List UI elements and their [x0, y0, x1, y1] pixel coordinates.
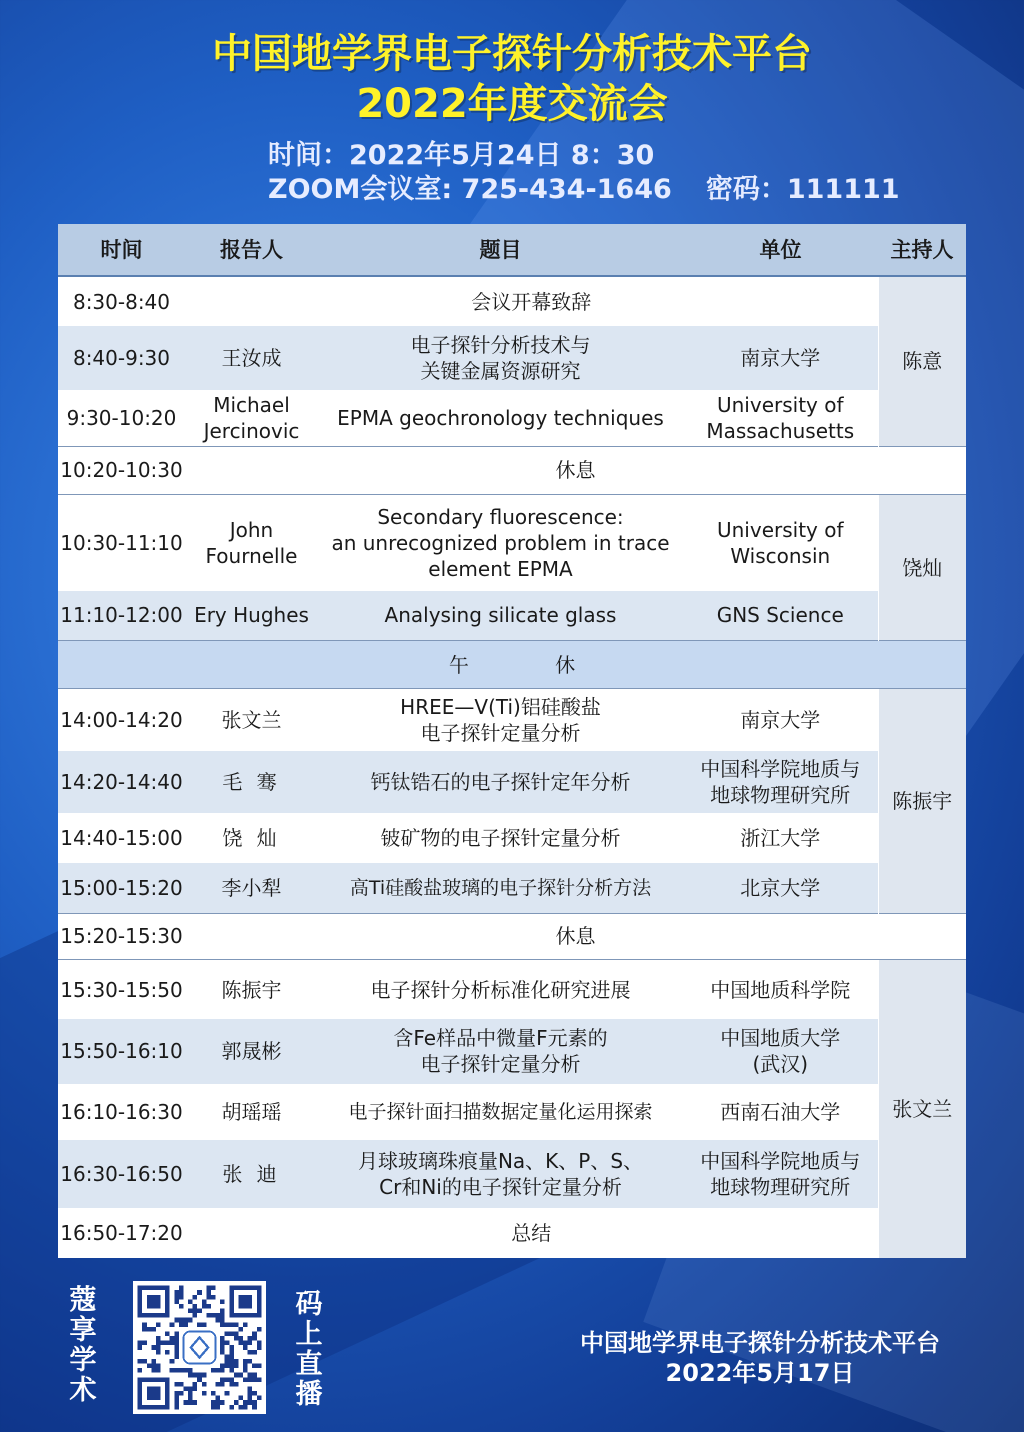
row-time: 8:40-9:30: [58, 326, 185, 390]
table-row: [58, 1140, 966, 1208]
row-topic: [318, 326, 683, 390]
table-row: [58, 390, 966, 446]
row-time: 8:30-8:40: [58, 276, 185, 326]
row-topic: 总结: [185, 1208, 878, 1258]
table-row: [58, 913, 966, 959]
unit-line: Massachusetts: [706, 419, 855, 444]
row-topic: [318, 494, 683, 590]
row-unit: 南京大学: [683, 689, 878, 751]
header-speaker: 报告人: [185, 224, 318, 276]
unit-line: 中国科学院地质与: [700, 1148, 861, 1173]
row-topic: 休息: [185, 913, 966, 959]
zoom-room: ZOOM会议室: 725-434-1646: [268, 174, 672, 205]
row-topic: [318, 1140, 683, 1208]
header-host: 主持人: [878, 224, 966, 276]
table-row: [58, 863, 966, 913]
unit-line: University of: [716, 393, 844, 418]
row-speaker: [185, 494, 318, 590]
row-speaker: 郭晟彬: [185, 1019, 318, 1083]
row-time: 15:20-15:30: [58, 913, 185, 959]
lunch-break: 午 休: [58, 641, 966, 689]
row-speaker: 李小犁: [185, 863, 318, 913]
zoom-password: 密码：111111: [705, 174, 900, 205]
table-row: [58, 959, 966, 1019]
session-host: 饶灿: [878, 494, 966, 640]
row-topic: Analysing silicate glass: [318, 591, 683, 641]
unit-line: University of: [716, 517, 844, 542]
table-row: [58, 276, 966, 326]
table-row: [58, 494, 966, 590]
poster-title: 中国地学界电子探针分析技术平台: [212, 31, 812, 77]
row-speaker: 王汝成: [185, 326, 318, 390]
footer-organizer: 中国地学界电子探针分析技术平台: [580, 1329, 940, 1357]
table-row: [58, 813, 966, 863]
row-speaker: 张文兰: [185, 689, 318, 751]
unit-line: 地球物理研究所: [710, 782, 851, 807]
speaker-line: Jercinovic: [203, 419, 300, 444]
row-unit: 西南石油大学: [683, 1084, 878, 1140]
row-time: 16:50-17:20: [58, 1208, 185, 1258]
row-speaker: 张 迪: [185, 1140, 318, 1208]
table-row: [58, 751, 966, 813]
row-time: 9:30-10:20: [58, 390, 185, 446]
row-unit: [683, 494, 878, 590]
row-unit: 中国地质科学院: [683, 959, 878, 1019]
row-topic: 铍矿物的电子探针定量分析: [318, 813, 683, 863]
unit-line: 中国科学院地质与: [700, 756, 861, 781]
meeting-access: [268, 174, 900, 206]
topic-line: HREE—V(Ti)铝硅酸盐: [400, 695, 601, 720]
row-topic: 电子探针面扫描数据定量化运用探索: [318, 1084, 683, 1140]
speaker-line: John: [229, 517, 274, 542]
row-unit: [683, 390, 878, 446]
row-time: 15:00-15:20: [58, 863, 185, 913]
table-row: [58, 1208, 966, 1258]
row-time: 15:50-16:10: [58, 1019, 185, 1083]
row-speaker: [185, 390, 318, 446]
row-unit: GNS Science: [683, 591, 878, 641]
row-time: 15:30-15:50: [58, 959, 185, 1019]
unit-line: 中国地质大学: [720, 1026, 841, 1051]
live-broadcast-label: 码上直播: [295, 1289, 323, 1410]
row-speaker: 陈振宇: [185, 959, 318, 1019]
koushare-label: 蔻享学术: [69, 1285, 97, 1406]
speaker-line: Michael: [213, 393, 290, 418]
row-speaker: 饶 灿: [185, 813, 318, 863]
topic-line: element EPMA: [428, 556, 573, 581]
header-unit: 单位: [683, 224, 878, 276]
row-speaker: 毛 骞: [185, 751, 318, 813]
topic-line: Secondary fluorescence:: [377, 504, 624, 529]
row-topic: 电子探针分析标准化研究进展: [318, 959, 683, 1019]
row-topic: [318, 689, 683, 751]
row-time: 14:40-15:00: [58, 813, 185, 863]
schedule-table: [58, 224, 966, 1258]
row-topic: 钙钛锆石的电子探针定年分析: [318, 751, 683, 813]
speaker-line: Fournelle: [205, 543, 298, 568]
row-time: 10:20-10:30: [58, 446, 185, 494]
row-time: 16:10-16:30: [58, 1084, 185, 1140]
row-topic: 会议开幕致辞: [185, 276, 878, 326]
table-row: [58, 591, 966, 641]
session-host: 陈振宇: [878, 689, 966, 913]
row-topic: 高Ti硅酸盐玻璃的电子探针分析方法: [318, 863, 683, 913]
topic-line: 电子探针分析技术与: [410, 333, 591, 358]
topic-line: 电子探针定量分析: [420, 721, 581, 746]
row-unit: 浙江大学: [683, 813, 878, 863]
topic-line: 含Fe样品中微量F元素的: [393, 1026, 608, 1051]
row-time: 14:00-14:20: [58, 689, 185, 751]
session-host: 陈意: [878, 276, 966, 446]
topic-line: 关键金属资源研究: [420, 359, 581, 384]
row-unit: [683, 1140, 878, 1208]
table-row: [58, 1019, 966, 1083]
topic-line: 月球玻璃珠痕量Na、K、P、S、: [357, 1148, 644, 1173]
row-unit: 北京大学: [683, 863, 878, 913]
row-unit: [683, 751, 878, 813]
topic-line: Cr和Ni的电子探针定量分析: [379, 1174, 622, 1199]
row-topic: [318, 1019, 683, 1083]
row-time: 11:10-12:00: [58, 591, 185, 641]
topic-line: an unrecognized problem in trace: [331, 530, 670, 555]
meeting-time: 时间：2022年5月24日 8：30: [268, 140, 655, 171]
header-time: 时间: [58, 224, 185, 276]
row-time: 10:30-11:10: [58, 494, 185, 590]
table-row: [58, 641, 966, 689]
row-unit: 南京大学: [683, 326, 878, 390]
unit-line: 地球物理研究所: [710, 1174, 851, 1199]
row-speaker: 胡瑶瑶: [185, 1084, 318, 1140]
row-time: 14:20-14:40: [58, 751, 185, 813]
row-unit: [683, 1019, 878, 1083]
header-topic: 题目: [318, 224, 683, 276]
table-row: [58, 446, 966, 494]
session-host: 张文兰: [878, 959, 966, 1258]
row-topic: EPMA geochronology techniques: [318, 390, 683, 446]
topic-line: 电子探针定量分析: [420, 1052, 581, 1077]
poster-subtitle: 2022年度交流会: [356, 81, 668, 127]
row-speaker: Ery Hughes: [185, 591, 318, 641]
unit-line: (武汉): [752, 1052, 809, 1077]
row-topic: 休息: [185, 446, 966, 494]
row-time: 16:30-16:50: [58, 1140, 185, 1208]
table-row: [58, 689, 966, 751]
table-row: [58, 326, 966, 390]
qr-code[interactable]: [133, 1281, 266, 1414]
table-header-row: [58, 224, 966, 276]
unit-line: Wisconsin: [730, 543, 831, 568]
table-row: [58, 1084, 966, 1140]
footer-date: 2022年5月17日: [665, 1359, 855, 1387]
